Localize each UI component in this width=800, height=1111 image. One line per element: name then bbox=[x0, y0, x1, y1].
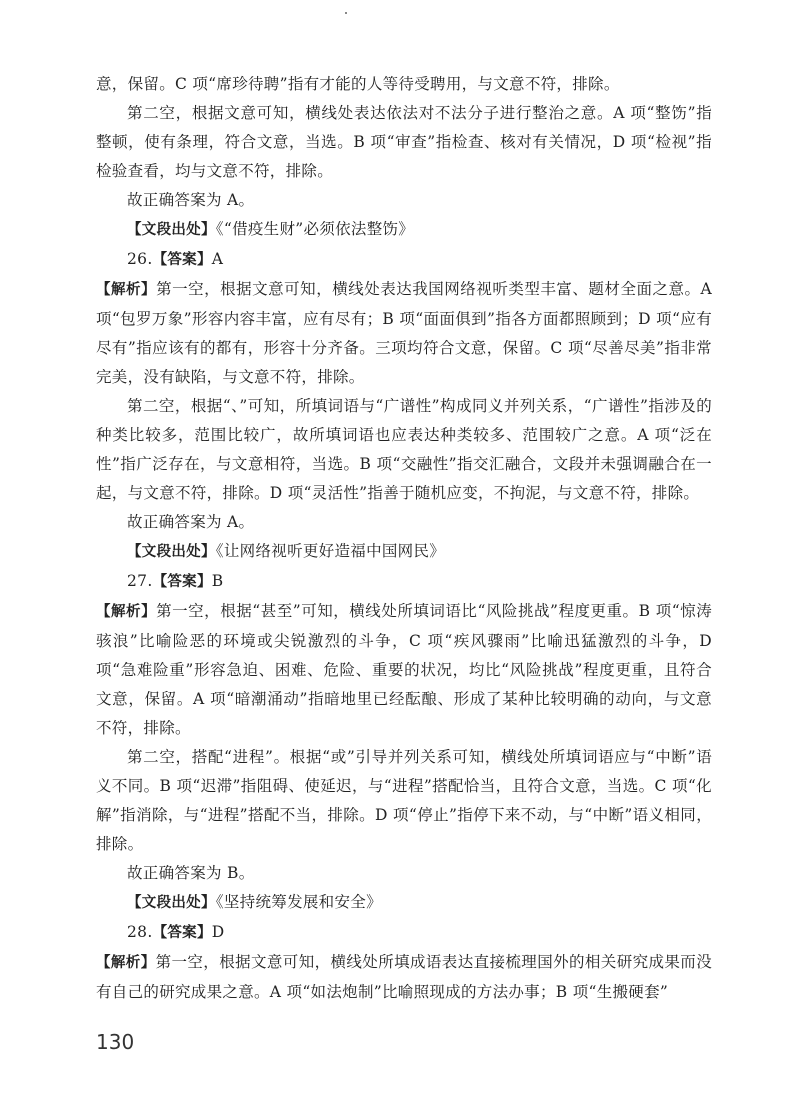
question-number: 28. bbox=[127, 923, 153, 941]
section-tag: 【文段出处】 bbox=[127, 544, 216, 560]
paragraph-text: 第一空，根据文意可知，横线处表达我国网络视听类型丰富、题材全面之意。A 项“包罗万象”形容内容丰富，应有尽有；B 项“面面俱到”指各方面都照顾到；D 项“应有尽有”指应该有的都有，形容十分齐备。三项均符合文意，保留。C 项“尽善尽美”指非常完美，没有缺陷，与文意不符，排除。 bbox=[96, 280, 713, 386]
paragraph-text: 第一空，根据文意可知，横线处所填成语表达直接梳理国外的相关研究成果而没有自己的研究成果之意。A 项“如法炮制”比喻照现成的方法办事；B 项“生搬硬套” bbox=[96, 953, 712, 1001]
page-number: 130 bbox=[96, 1030, 135, 1054]
paragraph bbox=[96, 743, 712, 859]
paragraph-text: B bbox=[211, 572, 224, 590]
labeled-paragraph bbox=[96, 275, 712, 392]
labeled-paragraph bbox=[96, 245, 712, 275]
section-tag: 【解析】 bbox=[96, 955, 156, 971]
paragraph bbox=[96, 508, 712, 537]
section-tag: 【答案】 bbox=[152, 574, 212, 590]
paragraph-text: 第一空，根据“甚至”可知，横线处所填词语比“风险挑战”程度更重。B 项“惊涛骇浪”比喻险恶的环境或尖锐激烈的斗争，C 项“疾风骤雨”比喻迅猛激烈的斗争，D 项“急难险重”形容急迫、困难、危险、重要的状况，均比“风险挑战”程度更重，且符合文意，保留。A 项“暗潮涌动”指暗地里已经酝酿、形成了某种比较明确的动向，与文意不符，排除。 bbox=[96, 602, 713, 737]
paragraph bbox=[96, 186, 712, 215]
labeled-paragraph bbox=[96, 215, 712, 245]
scan-speck bbox=[345, 12, 347, 14]
section-tag: 【文段出处】 bbox=[127, 222, 216, 238]
paragraph-text: 第二空，根据文意可知，横线处表达依法对不法分子进行整治之意。A 项“整饬”指整顿，使有条理，符合文意，当选。B 项“审查”指检查、核对有关情况，D 项“检视”指检验查看，均与文意不符，排除。 bbox=[96, 104, 712, 180]
paragraph bbox=[96, 859, 712, 888]
paragraph-text: 《让网络视听更好造福中国网民》 bbox=[215, 542, 446, 560]
paragraph-text: 意，保留。C 项“席珍待聘”指有才能的人等待受聘用，与文意不符，排除。 bbox=[96, 75, 620, 93]
paragraph-text: 第二空，根据“、”可知，所填词语与“广谱性”构成同义并列关系，“广谱性”指涉及的种类比较多，范围比较广，故所填词语也应表达种类较多、范围较广之意。A 项“泛在性”指广泛存在，与文意相符，当选。B 项“交融性”指交汇融合，文段并未强调融合在一起，与文意不符，排除。D 项“灵活性”指善于随机应变，不拘泥，与文意不符，排除。 bbox=[96, 397, 712, 502]
labeled-paragraph bbox=[96, 537, 712, 567]
labeled-paragraph bbox=[96, 567, 712, 597]
section-tag: 【文段出处】 bbox=[127, 895, 216, 911]
labeled-paragraph bbox=[96, 948, 712, 1007]
section-tag: 【答案】 bbox=[152, 252, 212, 268]
paragraph-text: 《“借疫生财”必须依法整饬》 bbox=[215, 220, 415, 238]
section-tag: 【答案】 bbox=[152, 925, 212, 941]
labeled-paragraph bbox=[96, 918, 712, 948]
paragraph-text: 《坚持统筹发展和安全》 bbox=[215, 893, 382, 911]
question-number: 27. bbox=[127, 572, 153, 590]
paragraph-text: A bbox=[211, 250, 224, 268]
paragraph-text: D bbox=[211, 923, 225, 941]
paragraph bbox=[96, 392, 712, 508]
paragraph bbox=[96, 70, 712, 99]
paragraph-text: 故正确答案为 A。 bbox=[127, 513, 255, 531]
section-tag: 【解析】 bbox=[96, 282, 157, 298]
paragraph-text: 故正确答案为 B。 bbox=[127, 864, 255, 882]
paragraph-text: 故正确答案为 A。 bbox=[127, 191, 255, 209]
labeled-paragraph bbox=[96, 888, 712, 918]
question-number: 26. bbox=[127, 250, 153, 268]
section-tag: 【解析】 bbox=[96, 604, 157, 620]
paragraph-text: 第二空，搭配“进程”。根据“或”引导并列关系可知，横线处所填词语应与“中断”语义不同。B 项“迟滞”指阻碍、使延迟，与“进程”搭配恰当，且符合文意，当选。C 项“化解”指消除，与“进程”搭配不当，排除。D 项“停止”指停下来不动，与“中断”语义相同，排除。 bbox=[96, 748, 712, 853]
document-body bbox=[96, 70, 712, 1007]
labeled-paragraph bbox=[96, 597, 712, 743]
paragraph bbox=[96, 99, 712, 186]
